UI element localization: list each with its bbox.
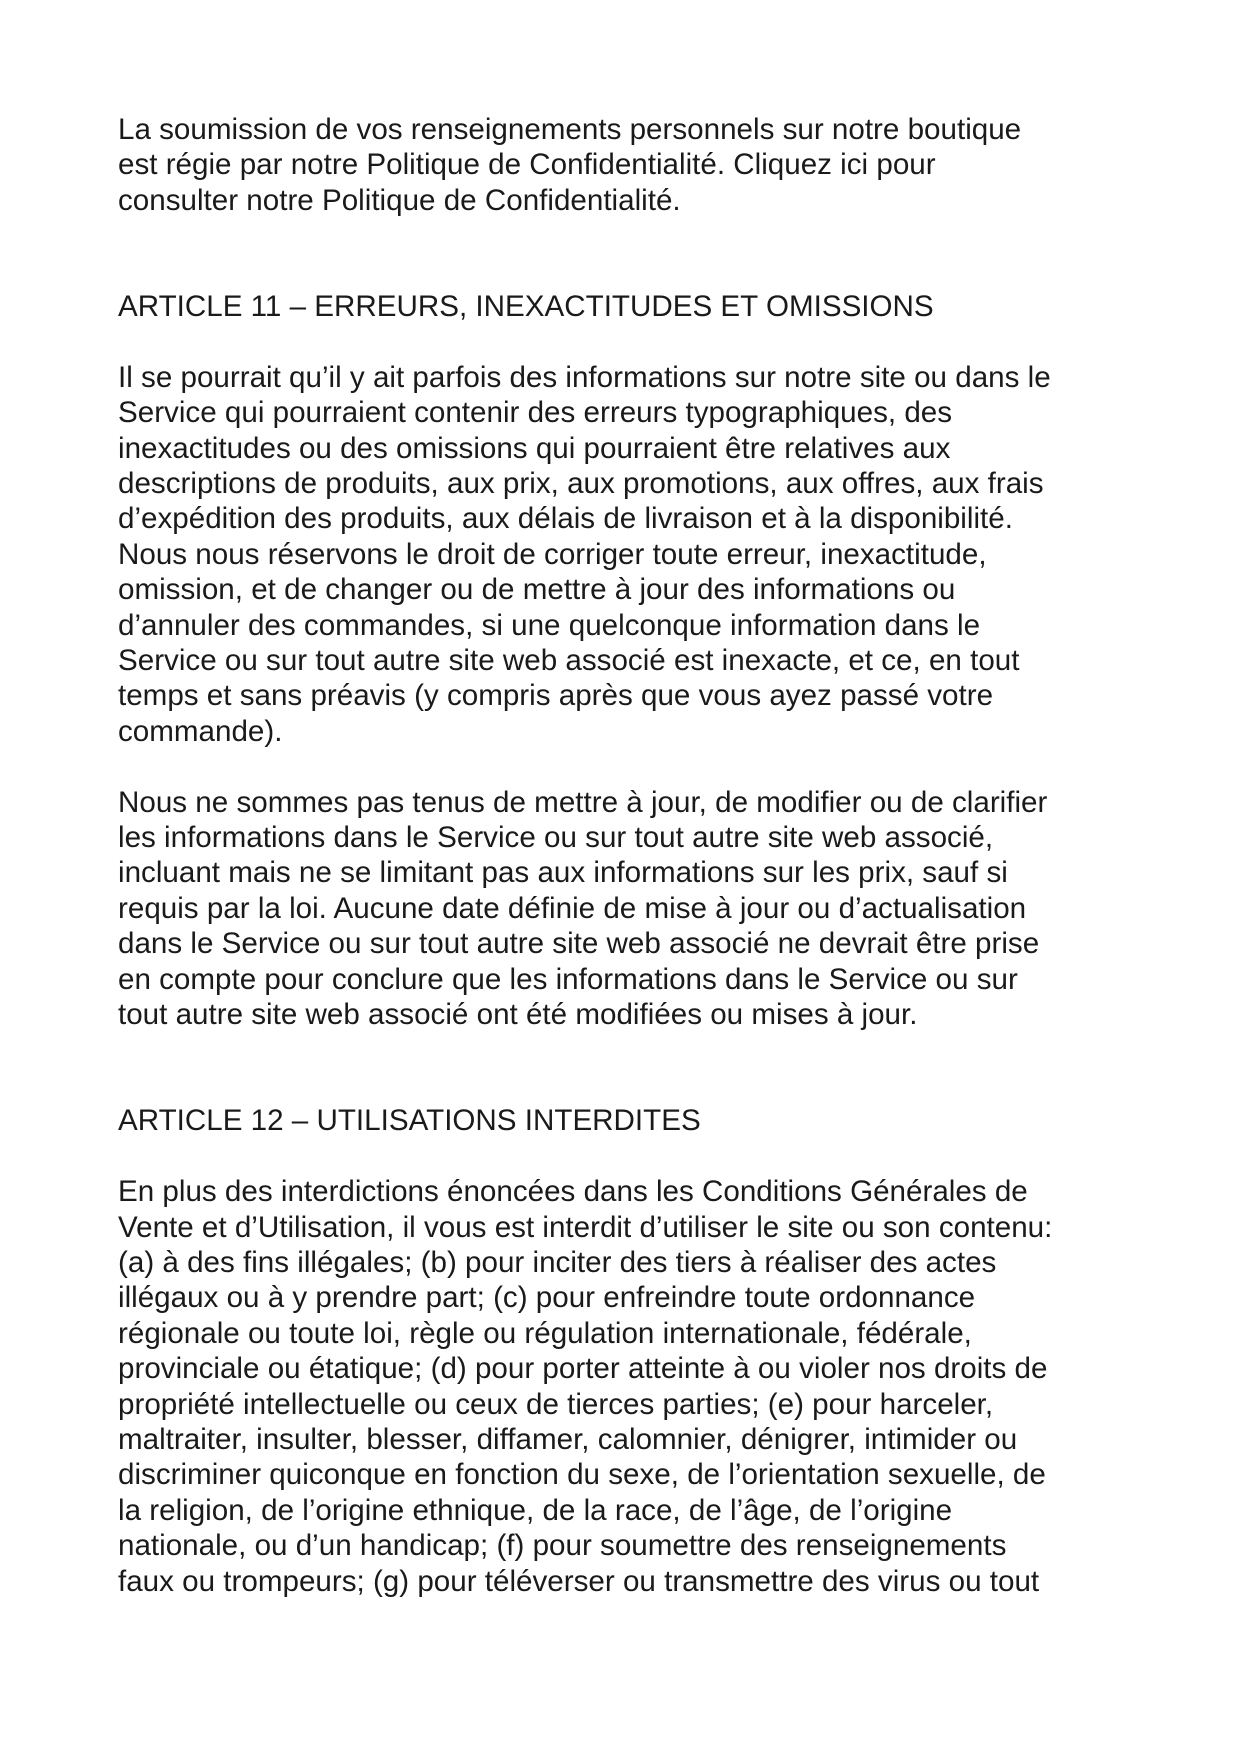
section-spacer xyxy=(118,1033,1128,1104)
text-line: La soumission de vos renseignements personnels sur notre boutique xyxy=(118,113,1022,146)
text-line: inexactitudes ou des omissions qui pourraient être relatives aux xyxy=(118,431,951,465)
article-11-heading xyxy=(118,289,1128,324)
text-line: omission, et de changer ou de mettre à jour des informations ou xyxy=(118,573,956,607)
paragraph-spacer xyxy=(118,1139,1128,1174)
text-line: incluant mais ne se limitant pas aux informations sur les prix, sauf si xyxy=(118,856,1008,890)
text-line: maltraiter, insulter, blesser, diffamer, calomnier, dénigrer, intimider ou xyxy=(118,1422,1018,1456)
section-spacer xyxy=(118,218,1128,289)
text-line: descriptions de produits, aux prix, aux promotions, aux offres, aux frais xyxy=(118,467,1044,501)
article-11-paragraph-2 xyxy=(118,785,1128,1033)
text-line: (a) à des fins illégales; (b) pour inciter des tiers à réaliser des actes xyxy=(118,1245,997,1279)
text-line: illégaux ou à y prendre part; (c) pour enfreindre toute ordonnance xyxy=(118,1281,976,1315)
text-line: régionale ou toute loi, règle ou régulation internationale, fédérale, xyxy=(118,1316,972,1350)
text-line: Service qui pourraient contenir des erreurs typographiques, des xyxy=(118,396,953,430)
text-line: Nous ne sommes pas tenus de mettre à jour, de modifier ou de clarifier xyxy=(118,785,1048,819)
text-line: faux ou trompeurs; (g) pour téléverser ou transmettre des virus ou tout xyxy=(118,1564,1040,1598)
text-line: en compte pour conclure que les informations dans le Service ou sur xyxy=(118,962,1018,996)
text-line: est régie par notre Politique de Confidentialité. Cliquez ici pour xyxy=(118,148,936,182)
text-line: tout autre site web associé ont été modifiées ou mises à jour. xyxy=(118,998,918,1032)
text-line: d’expédition des produits, aux délais de livraison et à la disponibilité. xyxy=(118,502,1013,536)
heading-text: ARTICLE 11 – ERREURS, INEXACTITUDES ET OMISSIONS xyxy=(118,290,934,324)
document-page xyxy=(118,112,1128,1599)
text-line: la religion, de l’origine ethnique, de la race, de l’âge, de l’origine xyxy=(118,1493,953,1527)
text-line: nationale, ou d’un handicap; (f) pour soumettre des renseignements xyxy=(118,1529,1007,1563)
article-12-heading xyxy=(118,1103,1128,1138)
heading-text: ARTICLE 12 – UTILISATIONS INTERDITES xyxy=(118,1104,701,1138)
text-line: commande). xyxy=(118,714,283,748)
text-line: requis par la loi. Aucune date définie de mise à jour ou d’actualisation xyxy=(118,891,1027,925)
text-line: les informations dans le Service ou sur tout autre site web associé, xyxy=(118,821,994,855)
text-line: Vente et d’Utilisation, il vous est interdit d’utiliser le site ou son contenu: xyxy=(118,1210,1053,1244)
text-line: provinciale ou étatique; (d) pour porter atteinte à ou violer nos droits de xyxy=(118,1352,1048,1386)
article-11-paragraph-1 xyxy=(118,360,1128,749)
text-line: discriminer quiconque en fonction du sexe, de l’orientation sexuelle, de xyxy=(118,1458,1046,1492)
intro-paragraph xyxy=(118,112,1128,218)
text-line: En plus des interdictions énoncées dans les Conditions Générales de xyxy=(118,1175,1028,1209)
text-line: temps et sans préavis (y compris après que vous ayez passé votre xyxy=(118,679,994,713)
text-line: dans le Service ou sur tout autre site web associé ne devrait être prise xyxy=(118,927,1040,961)
text-line: Service ou sur tout autre site web associé est inexacte, et ce, en tout xyxy=(118,644,1020,678)
text-line: Il se pourrait qu’il y ait parfois des informations sur notre site ou dans le xyxy=(118,360,1051,394)
article-12-paragraph-1 xyxy=(118,1174,1128,1599)
text-line: Nous nous réservons le droit de corriger toute erreur, inexactitude, xyxy=(118,537,987,571)
text-line: consulter notre Politique de Confidentialité. xyxy=(118,183,681,217)
text-line: propriété intellectuelle ou ceux de tierces parties; (e) pour harceler, xyxy=(118,1387,994,1421)
paragraph-spacer xyxy=(118,749,1128,784)
paragraph-spacer xyxy=(118,324,1128,359)
text-line: d’annuler des commandes, si une quelconque information dans le xyxy=(118,608,981,642)
